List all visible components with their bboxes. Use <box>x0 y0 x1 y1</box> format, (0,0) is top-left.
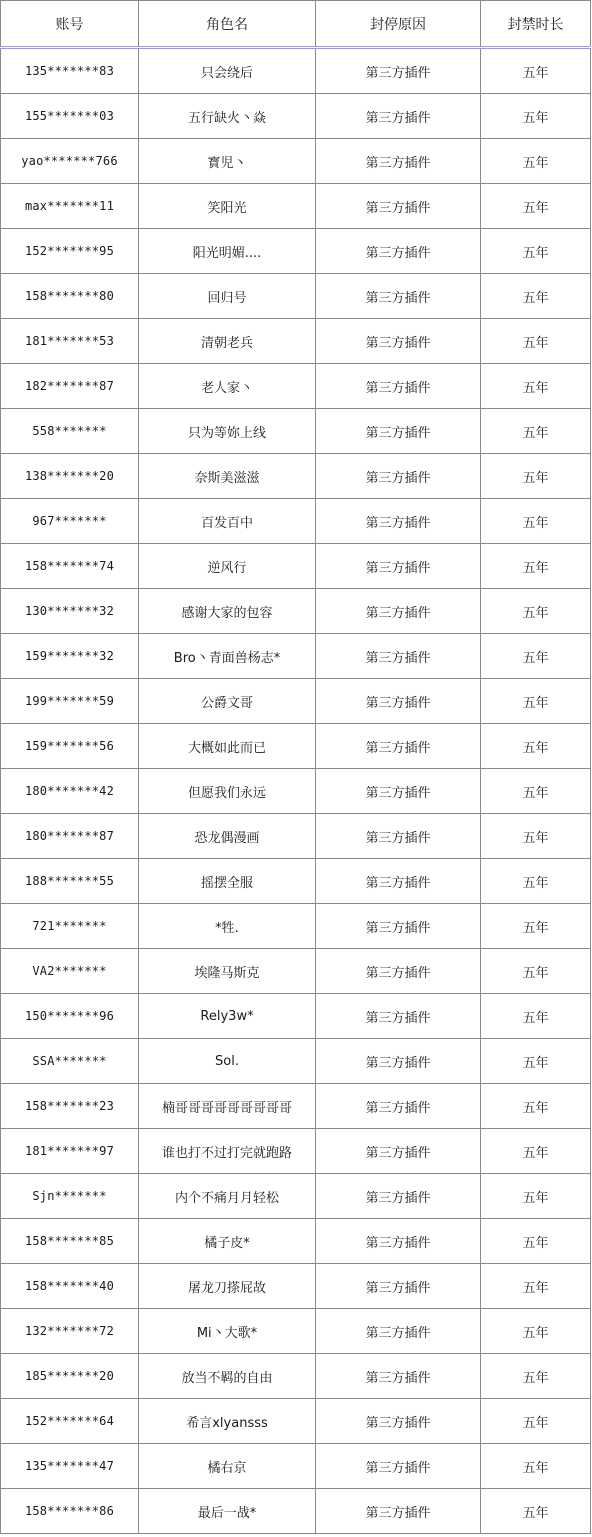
ban-duration-cell: 五年 <box>481 1444 591 1489</box>
role-name-cell: 但愿我们永远 <box>139 769 316 814</box>
ban-reason-cell: 第三方插件 <box>316 184 481 229</box>
role-name-cell: 内个不痛月月轻松 <box>139 1174 316 1219</box>
ban-reason-cell: 第三方插件 <box>316 319 481 364</box>
ban-reason-cell: 第三方插件 <box>316 364 481 409</box>
table-row <box>1 1084 591 1129</box>
table-row <box>1 184 591 229</box>
ban-duration-cell: 五年 <box>481 1084 591 1129</box>
header-row <box>1 1 591 48</box>
ban-reason-cell: 第三方插件 <box>316 859 481 904</box>
role-name-cell: 放当不羁的自由 <box>139 1354 316 1399</box>
header-account: 账号 <box>1 1 139 48</box>
role-name-cell: 五行缺火丶焱 <box>139 94 316 139</box>
table-row <box>1 1399 591 1444</box>
role-name-cell: Rely3w* <box>139 994 316 1039</box>
ban-reason-cell: 第三方插件 <box>316 634 481 679</box>
table-row <box>1 1309 591 1354</box>
table-row <box>1 229 591 274</box>
ban-reason-cell: 第三方插件 <box>316 499 481 544</box>
ban-duration-cell: 五年 <box>481 1219 591 1264</box>
table-row <box>1 1444 591 1489</box>
role-name-cell: 埃隆马斯克 <box>139 949 316 994</box>
ban-reason-cell: 第三方插件 <box>316 94 481 139</box>
table-row <box>1 589 591 634</box>
ban-reason-cell: 第三方插件 <box>316 1444 481 1489</box>
account-cell: 158*******40 <box>1 1264 139 1309</box>
account-cell: 130*******32 <box>1 589 139 634</box>
ban-duration-cell: 五年 <box>481 1354 591 1399</box>
account-cell: 558******* <box>1 409 139 454</box>
account-cell: 158*******23 <box>1 1084 139 1129</box>
ban-duration-cell: 五年 <box>481 949 591 994</box>
account-cell: max*******11 <box>1 184 139 229</box>
ban-duration-cell: 五年 <box>481 814 591 859</box>
role-name-cell: 屠龙刀搽屁故 <box>139 1264 316 1309</box>
ban-reason-cell: 第三方插件 <box>316 1264 481 1309</box>
ban-duration-cell: 五年 <box>481 1264 591 1309</box>
ban-duration-cell: 五年 <box>481 859 591 904</box>
table-row <box>1 994 591 1039</box>
account-cell: 135*******83 <box>1 48 139 94</box>
role-name-cell: Sol. <box>139 1039 316 1084</box>
role-name-cell: 百发百中 <box>139 499 316 544</box>
account-cell: 182*******87 <box>1 364 139 409</box>
account-cell: 152*******95 <box>1 229 139 274</box>
ban-duration-cell: 五年 <box>481 724 591 769</box>
ban-duration-cell: 五年 <box>481 679 591 724</box>
ban-reason-cell: 第三方插件 <box>316 1399 481 1444</box>
table-row <box>1 454 591 499</box>
table-row <box>1 1354 591 1399</box>
ban-reason-cell: 第三方插件 <box>316 589 481 634</box>
ban-duration-cell: 五年 <box>481 364 591 409</box>
account-cell: 158*******74 <box>1 544 139 589</box>
table-row <box>1 319 591 364</box>
ban-duration-cell: 五年 <box>481 544 591 589</box>
ban-reason-cell: 第三方插件 <box>316 904 481 949</box>
ban-reason-cell: 第三方插件 <box>316 1354 481 1399</box>
account-cell: 188*******55 <box>1 859 139 904</box>
ban-duration-cell: 五年 <box>481 589 591 634</box>
table-row <box>1 409 591 454</box>
table-row <box>1 1039 591 1084</box>
ban-reason-cell: 第三方插件 <box>316 1309 481 1354</box>
account-cell: 199*******59 <box>1 679 139 724</box>
ban-duration-cell: 五年 <box>481 454 591 499</box>
ban-duration-cell: 五年 <box>481 769 591 814</box>
account-cell: 152*******64 <box>1 1399 139 1444</box>
table-row <box>1 634 591 679</box>
account-cell: 158*******86 <box>1 1489 139 1534</box>
ban-duration-cell: 五年 <box>481 274 591 319</box>
ban-reason-cell: 第三方插件 <box>316 229 481 274</box>
role-name-cell: 回归号 <box>139 274 316 319</box>
table-row <box>1 1129 591 1174</box>
table-row <box>1 859 591 904</box>
account-cell: 180*******87 <box>1 814 139 859</box>
role-name-cell: 最后一战* <box>139 1489 316 1534</box>
role-name-cell: 公爵文哥 <box>139 679 316 724</box>
account-cell: 967******* <box>1 499 139 544</box>
ban-duration-cell: 五年 <box>481 1039 591 1084</box>
role-name-cell: 橘右京 <box>139 1444 316 1489</box>
table-row <box>1 724 591 769</box>
header-ban-reason: 封停原因 <box>316 1 481 48</box>
table-row <box>1 139 591 184</box>
account-cell: 158*******85 <box>1 1219 139 1264</box>
account-cell: Sjn******* <box>1 1174 139 1219</box>
table-row <box>1 769 591 814</box>
account-cell: 185*******20 <box>1 1354 139 1399</box>
account-cell: SSA******* <box>1 1039 139 1084</box>
table-row <box>1 904 591 949</box>
table-row <box>1 1264 591 1309</box>
ban-duration-cell: 五年 <box>481 1399 591 1444</box>
role-name-cell: 奈斯美滋滋 <box>139 454 316 499</box>
ban-reason-cell: 第三方插件 <box>316 409 481 454</box>
role-name-cell: 感谢大家的包容 <box>139 589 316 634</box>
ban-duration-cell: 五年 <box>481 994 591 1039</box>
ban-duration-cell: 五年 <box>481 1174 591 1219</box>
ban-reason-cell: 第三方插件 <box>316 814 481 859</box>
table-row <box>1 1489 591 1534</box>
account-cell: 721******* <box>1 904 139 949</box>
ban-duration-cell: 五年 <box>481 139 591 184</box>
role-name-cell: 阳光明媚.... <box>139 229 316 274</box>
role-name-cell: 恐龙偶漫画 <box>139 814 316 859</box>
ban-reason-cell: 第三方插件 <box>316 949 481 994</box>
account-cell: 138*******20 <box>1 454 139 499</box>
ban-duration-cell: 五年 <box>481 499 591 544</box>
role-name-cell: 逆风行 <box>139 544 316 589</box>
account-cell: 150*******96 <box>1 994 139 1039</box>
table-row <box>1 1219 591 1264</box>
account-cell: VA2******* <box>1 949 139 994</box>
table-row <box>1 364 591 409</box>
header-role-name: 角色名 <box>139 1 316 48</box>
ban-duration-cell: 五年 <box>481 904 591 949</box>
table-row <box>1 1174 591 1219</box>
header-ban-duration: 封禁时长 <box>481 1 591 48</box>
ban-duration-cell: 五年 <box>481 94 591 139</box>
role-name-cell: *牲. <box>139 904 316 949</box>
role-name-cell: 橘子皮* <box>139 1219 316 1264</box>
ban-reason-cell: 第三方插件 <box>316 1174 481 1219</box>
ban-reason-cell: 第三方插件 <box>316 139 481 184</box>
ban-reason-cell: 第三方插件 <box>316 1489 481 1534</box>
table-row <box>1 949 591 994</box>
ban-reason-cell: 第三方插件 <box>316 1219 481 1264</box>
ban-reason-cell: 第三方插件 <box>316 454 481 499</box>
account-cell: 181*******53 <box>1 319 139 364</box>
role-name-cell: 笑阳光 <box>139 184 316 229</box>
account-cell: 158*******80 <box>1 274 139 319</box>
table-row <box>1 544 591 589</box>
role-name-cell: 摇摆全服 <box>139 859 316 904</box>
account-cell: yao*******766 <box>1 139 139 184</box>
role-name-cell: 楠哥哥哥哥哥哥哥哥哥 <box>139 1084 316 1129</box>
ban-duration-cell: 五年 <box>481 634 591 679</box>
table-row <box>1 814 591 859</box>
account-cell: 155*******03 <box>1 94 139 139</box>
account-cell: 159*******56 <box>1 724 139 769</box>
ban-duration-cell: 五年 <box>481 229 591 274</box>
account-cell: 180*******42 <box>1 769 139 814</box>
table-body <box>1 48 591 1534</box>
ban-duration-cell: 五年 <box>481 1309 591 1354</box>
role-name-cell: 寳児丶 <box>139 139 316 184</box>
table-row <box>1 274 591 319</box>
table-row <box>1 499 591 544</box>
role-name-cell: 老人家丶 <box>139 364 316 409</box>
ban-duration-cell: 五年 <box>481 1129 591 1174</box>
ban-duration-cell: 五年 <box>481 319 591 364</box>
table-row <box>1 94 591 139</box>
role-name-cell: Mi丶大歌* <box>139 1309 316 1354</box>
role-name-cell: 只为等妳上线 <box>139 409 316 454</box>
ban-reason-cell: 第三方插件 <box>316 724 481 769</box>
ban-reason-cell: 第三方插件 <box>316 1084 481 1129</box>
account-cell: 181*******97 <box>1 1129 139 1174</box>
table-header <box>1 1 591 48</box>
ban-reason-cell: 第三方插件 <box>316 1039 481 1084</box>
ban-reason-cell: 第三方插件 <box>316 769 481 814</box>
account-cell: 159*******32 <box>1 634 139 679</box>
ban-reason-cell: 第三方插件 <box>316 994 481 1039</box>
role-name-cell: 谁也打不过打完就跑路 <box>139 1129 316 1174</box>
ban-reason-cell: 第三方插件 <box>316 1129 481 1174</box>
ban-reason-cell: 第三方插件 <box>316 544 481 589</box>
role-name-cell: 希言xlyansss <box>139 1399 316 1444</box>
ban-reason-cell: 第三方插件 <box>316 274 481 319</box>
table-row <box>1 48 591 94</box>
role-name-cell: 大概如此而已 <box>139 724 316 769</box>
role-name-cell: Bro丶青面兽杨志* <box>139 634 316 679</box>
role-name-cell: 只会绕后 <box>139 48 316 94</box>
table-row <box>1 679 591 724</box>
ban-reason-cell: 第三方插件 <box>316 48 481 94</box>
role-name-cell: 清朝老兵 <box>139 319 316 364</box>
ban-duration-cell: 五年 <box>481 1489 591 1534</box>
account-cell: 132*******72 <box>1 1309 139 1354</box>
account-cell: 135*******47 <box>1 1444 139 1489</box>
ban-duration-cell: 五年 <box>481 48 591 94</box>
ban-duration-cell: 五年 <box>481 184 591 229</box>
ban-reason-cell: 第三方插件 <box>316 679 481 724</box>
ban-duration-cell: 五年 <box>481 409 591 454</box>
